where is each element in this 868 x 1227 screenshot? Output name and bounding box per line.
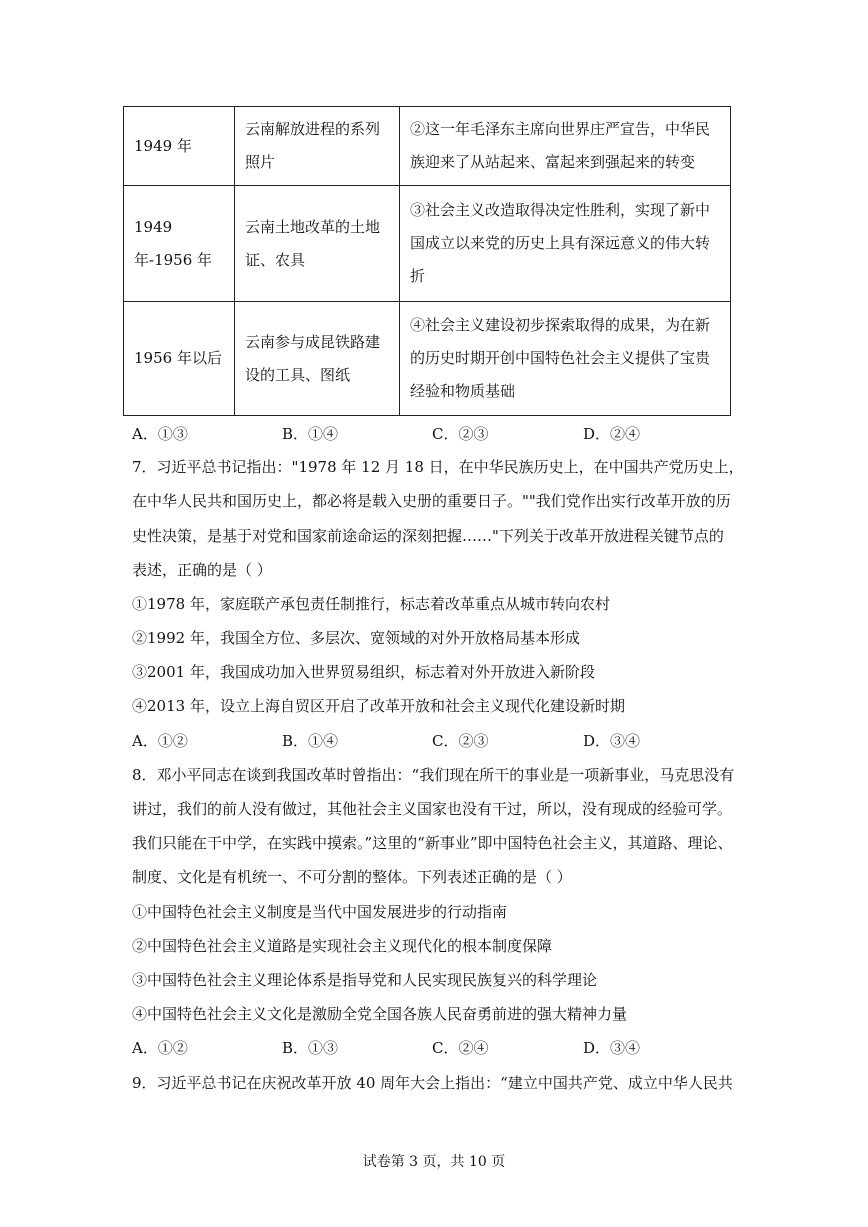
q8-option-a[interactable]: A．①② bbox=[132, 1039, 188, 1057]
q7-stem-line: 在中华人民共和国历史上，都必将是载入史册的重要日子。""我们党作出实行改革开放的历 bbox=[132, 492, 731, 510]
table-cell-year: 1956 年以后 bbox=[124, 302, 235, 416]
q8-option-c[interactable]: C．②④ bbox=[432, 1039, 489, 1057]
table-cell-item: 云南参与成昆铁路建设的工具、图纸 bbox=[235, 302, 400, 416]
q7-option-a[interactable]: A．①② bbox=[132, 732, 188, 750]
q7-statement: ③2001 年，我国成功加入世界贸易组织，标志着对外开放进入新阶段 bbox=[132, 663, 595, 681]
q8-stem-line: 我们只能在干中学，在实践中摸索。”这里的“新事业”即中国特色社会主义，其道路、理论、 bbox=[132, 834, 733, 852]
q8-option-d[interactable]: D．③④ bbox=[583, 1039, 641, 1057]
table-row bbox=[124, 302, 731, 416]
table-row bbox=[124, 186, 731, 302]
table-cell-year: 1949 年-1956 年 bbox=[124, 186, 235, 302]
q8-stem-line: 讲过，我们的前人没有做过，其他社会主义国家也没有干过，所以，没有现成的经验可学。 bbox=[132, 800, 733, 818]
q8-statement: ②中国特色社会主义道路是实现社会主义现代化的根本制度保障 bbox=[132, 937, 553, 955]
history-table bbox=[123, 106, 731, 416]
table-cell-meaning: ④社会主义建设初步探索取得的成果，为在新的历史时期开创中国特色社会主义提供了宝贵经验和物质基础 bbox=[400, 302, 731, 416]
table-cell-meaning: ②这一年毛泽东主席向世界庄严宣告，中华民族迎来了从站起来、富起来到强起来的转变 bbox=[400, 107, 731, 186]
table-cell-item: 云南土地改革的土地证、农具 bbox=[235, 186, 400, 302]
q7-stem-line: 表述，正确的是（ ） bbox=[132, 561, 272, 579]
q7-option-c[interactable]: C．②③ bbox=[432, 732, 489, 750]
table-cell-meaning: ③社会主义改造取得决定性胜利，实现了新中国成立以来党的历史上具有深远意义的伟大转折 bbox=[400, 186, 731, 302]
q7-option-b[interactable]: B．①④ bbox=[282, 732, 339, 750]
q8-option-b[interactable]: B．①③ bbox=[282, 1039, 339, 1057]
q9-stem-line: 9．习近平总书记在庆祝改革开放 40 周年大会上指出：“建立中国共产党、成立中华人民共 bbox=[132, 1074, 733, 1092]
q8-stem-line: 制度、文化是有机统一、不可分割的整体。下列表述正确的是（ ） bbox=[132, 868, 572, 886]
q8-statement: ①中国特色社会主义制度是当代中国发展进步的行动指南 bbox=[132, 903, 508, 921]
q8-stem-line: 8．邓小平同志在谈到我国改革时曾指出：“我们现在所干的事业是一项新事业，马克思没有 bbox=[132, 766, 735, 784]
table-cell-item: 云南解放进程的系列照片 bbox=[235, 107, 400, 186]
q7-option-d[interactable]: D．③④ bbox=[583, 732, 641, 750]
q8-statement: ④中国特色社会主义文化是激励全党全国各族人民奋勇前进的强大精神力量 bbox=[132, 1005, 628, 1023]
q7-stem-line: 7．习近平总书记指出："1978 年 12 月 18 日，在中华民族历史上，在中国共产党历史上， bbox=[132, 458, 744, 476]
table-row bbox=[124, 107, 731, 186]
table-cell-year: 1949 年 bbox=[124, 107, 235, 186]
q8-statement: ③中国特色社会主义理论体系是指导党和人民实现民族复兴的科学理论 bbox=[132, 971, 598, 989]
q6-option-a[interactable]: A．①③ bbox=[132, 425, 188, 443]
q6-option-b[interactable]: B．①④ bbox=[282, 425, 339, 443]
q6-option-c[interactable]: C．②③ bbox=[432, 425, 489, 443]
q7-statement: ②1992 年，我国全方位、多层次、宽领域的对外开放格局基本形成 bbox=[132, 629, 580, 647]
page-footer: 试卷第 3 页，共 10 页 bbox=[362, 1154, 506, 1170]
q7-statement: ①1978 年，家庭联产承包责任制推行，标志着改革重点从城市转向农村 bbox=[132, 595, 610, 613]
q7-statement: ④2013 年，设立上海自贸区开启了改革开放和社会主义现代化建设新时期 bbox=[132, 697, 625, 715]
q6-option-d[interactable]: D．②④ bbox=[583, 425, 641, 443]
q7-stem-line: 史性决策，是基于对党和国家前途命运的深刻把握……"下列关于改革开放进程关键节点的 bbox=[132, 527, 724, 545]
